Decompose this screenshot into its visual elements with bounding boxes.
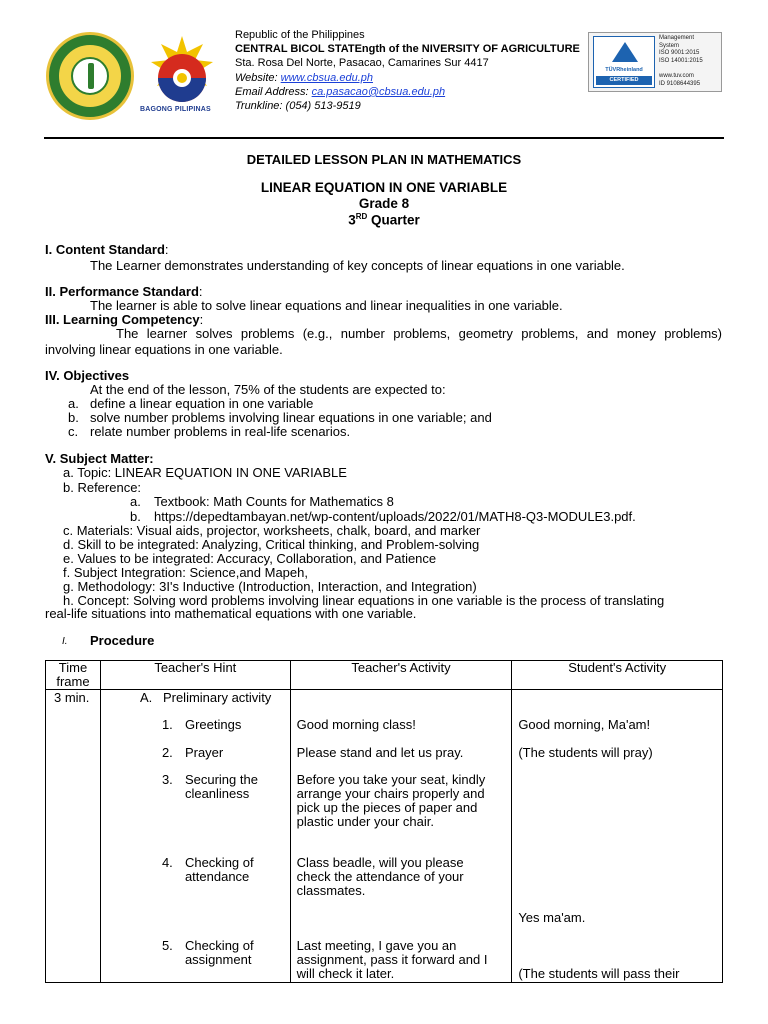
institution-header [235,28,595,113]
subject-topic: a. Topic: LINEAR EQUATION IN ONE VARIABLE [63,465,347,480]
subject-methodology: g. Methodology: 3I's Inductive (Introduction, Interaction, and Integration) [63,579,477,594]
trunkline: Trunkline: (054) 513-9519 [235,100,361,113]
objective-item-text: define a linear equation in one variable [90,396,314,411]
procedure-table [45,660,723,983]
website-line: Website: www.cbsua.edu.ph [235,71,373,84]
email-line: Email Address: ca.pasacao@cbsua.edu.ph [235,85,446,98]
column-header-teacher: Teacher's Activity [290,661,512,690]
republic-line: Republic of the Philippines [235,29,365,41]
reference-item: b. [130,509,141,524]
subject-matter-heading: V. Subject Matter: [45,451,154,466]
column-header-student: Student's Activity [512,661,723,690]
learning-competency-text-cont: involving linear equations in one variable. [45,342,283,357]
subject-values: e. Values to be integrated: Accuracy, Collaboration, and Patience [63,551,437,566]
tuv-brand: TÜVRheinland [605,67,643,73]
objective-item-text: relate number problems in real-life scenarios. [90,424,351,439]
subject-reference: b. Reference: [63,480,142,495]
column-header-time: Time frame [46,661,101,690]
column-header-hint: Teacher's Hint [100,661,290,690]
reference-item: a. [130,494,141,509]
objective-item: c. [68,424,79,439]
performance-standard-text: The learner is able to solve linear equations and linear inequalities in one variable. [90,298,563,313]
procedure-heading: Procedure [90,633,155,648]
lesson-title: LINEAR EQUATION IN ONE VARIABLE [260,180,508,195]
teacher-activity-cell: Good morning class! Please stand and let us pray. Before you take your seat, kindly arrange your chairs properly and pick up the pieces of paper and plastic under your chair. Class beadle, will you please check the attendance of your classmates. Last meeting, I gave you an assignment, pass it forward and I will check it later. [290,690,512,983]
table-row [46,690,723,983]
tuv-triangle-icon [612,42,638,62]
header-divider [44,137,724,139]
objectives-intro: At the end of the lesson, 75% of the students are expected to: [90,382,446,397]
email-link[interactable]: ca.pasacao@cbsua.edu.ph [311,85,446,98]
university-name: CENTRAL BICOL STATEngth of the NIVERSITY OF AGRICULTURE [235,43,580,56]
subject-materials: c. Materials: Visual aids, projector, worksheets, chalk, board, and marker [63,523,481,538]
grade-level: Grade 8 [358,196,410,211]
learning-competency-text: The learner solves problems (e.g., number problems, geometry problems, and money problems) [116,326,722,341]
table-header-row [46,661,723,690]
university-seal [46,32,134,120]
tuv-info: Management System ISO 9001:2015 ISO 14001:2015 www.tuv.com ID 9108644395 [659,35,703,87]
address-line: Sta. Rosa Del Norte, Pasacao, Camarines Sur 4417 [235,57,489,70]
content-standard-text: The Learner demonstrates understanding of key concepts of linear equations in one variable. [90,258,625,273]
subject-integration: f. Subject Integration: Science,and Mapeh, [63,565,308,580]
quarter: 3RD Quarter [348,212,420,228]
content-standard-heading: I. Content Standard: [45,242,169,257]
bagong-pilipinas-label: BAGONG PILIPINAS [140,106,211,113]
objective-item: a. [68,396,79,411]
document-title: DETAILED LESSON PLAN IN MATHEMATICS [246,152,522,167]
subject-skills: d. Skill to be integrated: Analyzing, Critical thinking, and Problem-solving [63,537,480,552]
objectives-heading: IV. Objectives [45,368,130,383]
objective-item-text: solve number problems involving linear equations in one variable; and [90,410,492,425]
subject-concept-cont: real-life situations into mathematical equations with one variable. [45,606,417,621]
tuv-certified-label: CERTIFIED [596,76,652,85]
student-activity-cell: Good morning, Ma'am! (The students will pray) Yes ma'am. (The students will pass their [512,690,723,983]
website-link[interactable]: www.cbsua.edu.ph [280,71,373,84]
reference-link[interactable]: https://depedtambayan.net/wp-content/uploads/2022/01/MATH8-Q3-MODULE3.pdf. [154,509,636,524]
reference-item-text: Textbook: Math Counts for Mathematics 8 [154,494,394,509]
hint-cell: A. Preliminary activity 1. Greetings 2. Prayer 3. Securing the cleanliness 4. Checking of attendance 5. Checking of assignment [100,690,290,983]
tuv-certification-badge [588,32,722,92]
performance-standard-heading: II. Performance Standard: [45,284,203,299]
subject-concept: h. Concept: Solving word problems involving linear equations in one variable is the process of translating [63,593,665,608]
time-cell: 3 min. [46,690,101,983]
procedure-marker: I. [62,636,68,647]
objective-item: b. [68,410,79,425]
learning-competency-heading: III. Learning Competency: [45,312,204,327]
